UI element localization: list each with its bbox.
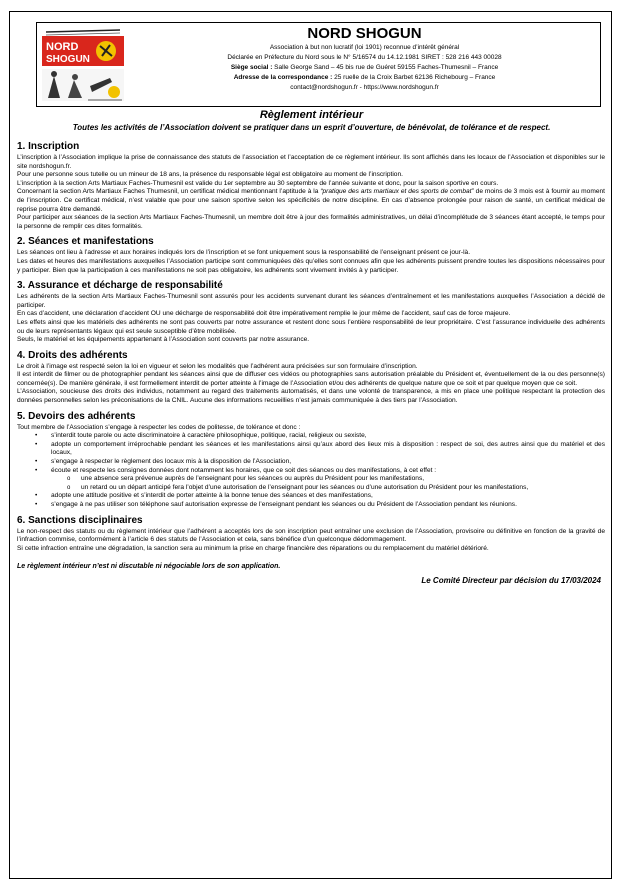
sub-list <box>51 475 605 492</box>
section-title: 4. Droits des adhérents <box>17 349 128 361</box>
section-devoirs <box>17 410 605 510</box>
paragraph: L’inscription à l’Association implique la prise de connaissance des statuts de l’association et l’acceptation de ce règlement intérieur. Ils sont affichés dans les locaux de l’Association et disponibles sur le site nordshogun.fr. <box>17 154 605 170</box>
section-assurance <box>17 279 605 345</box>
duties-list <box>17 432 605 509</box>
section-seances <box>17 235 605 275</box>
section-droits <box>17 349 605 406</box>
document-body <box>17 136 605 585</box>
section-title: 3. Assurance et décharge de responsabilité <box>17 280 223 292</box>
association-logo <box>40 26 126 103</box>
svg-text:SHOGUN: SHOGUN <box>46 54 90 65</box>
document-subtitle: Toutes les activités de l’Association doivent se pratiquer dans un esprit d’ouverture, de bénévolat, de tolérance et de respect. <box>72 123 551 132</box>
list-item: • adopte un comportement irréprochable pendant les séances et les manifestations ainsi qu’aux abord des lieux mis à disposition : respect de soi, des autres ainsi que du matériel et des locaux, <box>51 441 605 458</box>
org-mail-address: Adresse de la correspondance : 25 ruelle de la Croix Barbet 62136 Richebourg – France <box>233 74 496 81</box>
list-item: • s’engage à ne pas utiliser son téléphone sauf autorisation expresse de l’enseignant pendant les séances ou du Président de l’Association pendant les réunions. <box>51 501 605 510</box>
paragraph: L’inscription à la section Arts Martiaux Faches-Thumesnil est valide du 1er septembre au 30 septembre de l’année suivante et donc, pour la saison sportive en cours. <box>17 179 499 187</box>
paragraph: Tout membre de l’Association s’engage à respecter les codes de politesse, de tolérance et donc : <box>17 423 301 431</box>
paragraph: Concernant la section Arts Martiaux Faches Thumesnil, un certificat médical mentionnant l’aptitude à la “pratique des arts martiaux et des sports de combat” de moins de 3 mois est à fournir au moment de l’inscription. Ce certificat médical, n’est valable que pour une saison sportive selon les spécificités de notre discipline. En cas d’absence prolongée pour raison de santé, un certificat médical de reprise pourra être demandé. <box>17 188 605 213</box>
document-title: Règlement intérieur <box>259 109 364 121</box>
org-contact: contact@nordshogun.fr - https://www.nordshogun.fr <box>290 84 439 91</box>
section-title: 1. Inscription <box>17 141 80 152</box>
org-head-office: Siège social : Salle George Sand – 45 bis rue de Guéret 59155 Faches-Thumesnil – France <box>230 64 499 71</box>
list-item: • s’interdit toute parole ou acte discriminatoire à caractère philosophique, politique, racial, religieux ou sexiste, <box>51 432 605 441</box>
section-title: 6. Sanctions disciplinaires <box>17 514 143 526</box>
paragraph: Les adhérents de la section Arts Martiaux Faches-Thumesnil sont assurés pour les accidents survenant durant les séances d’entraînement et les manifestations auxquelles l’Association a décidé de participer. <box>17 293 605 309</box>
paragraph: Le non-respect des statuts ou du règlement intérieur que l’adhérent a acceptés lors de son inscription peut entraîner une exclusion de l’Association, provisoire ou définitive en fonction de la gravité de l’infraction commise, conformément à l’article 6 des statuts de l’Association et cela, sans bénéfice d’un quelconque dédommagement. <box>17 527 605 544</box>
letterhead <box>36 22 601 107</box>
section-title: 2. Séances et manifestations <box>17 236 154 248</box>
paragraph: En cas d’accident, une déclaration d’accident OU une décharge de responsabilité doit être impérativement remplie le jour même de l’accident, sauf cas de force majeure. <box>17 310 511 318</box>
list-item: • écoute et respecte les consignes données dont notamment les horaires, que ce soit des séances ou des manifestations, à cet effet : o une absence sera prévenue auprès de l’enseignant pour les séances ou auprès du Président pour les manifestations, o un retard ou un départ anticipé fera l’objet d’une autorisation de l’enseignant pour les séances ou d’une autorisation du Président pour les manifestations, <box>51 467 605 493</box>
paragraph: Seuls, le matériel et les équipements appartenant à l’Association sont couverts par notre assurance. <box>17 336 310 344</box>
closing-statement: Le règlement intérieur n’est ni discutable ni négociable lors de son application. <box>17 563 281 571</box>
org-info <box>132 25 597 93</box>
paragraph: Pour une personne sous tutelle ou un mineur de 18 ans, la présence du responsable légal est obligatoire au moment de l’inscription. <box>17 171 403 179</box>
list-item: • adopte une attitude positive et s’interdit de porter atteinte à la bonne tenue des séances et des manifestations, <box>51 492 605 501</box>
list-item: • s’engage à respecter le règlement des locaux mis à la disposition de l’Association, <box>51 458 605 467</box>
org-registration: Déclarée en Préfecture du Nord sous le N° 5/16574 du 14.12.1981 SIRET : 528 216 443 00028 <box>227 54 502 61</box>
paragraph: Pour participer aux séances de la section Arts Martiaux Faches-Thumesnil, un membre doit être à jour des formalités administratives, un délai d’incomplétude de 3 séances étant accepté, le temps pour la personne de remplir ces dites formalités. <box>17 214 605 230</box>
org-name: NORD SHOGUN <box>307 25 422 42</box>
paragraph: Les séances ont lieu à l’adresse et aux horaires indiqués lors de l’inscription et se font uniquement sous la responsabilité de l’enseignant présent ce jour-là. <box>17 249 471 257</box>
org-legal-status: Association à but non lucratif (loi 1901) reconnue d’intérêt général <box>269 44 460 51</box>
paragraph: Si cette infraction entraîne une dégradation, la sanction sera au minimum la prise en charge financière des réparations ou du remplacement du matériel détérioré. <box>17 544 489 552</box>
sub-list-item: o un retard ou un départ anticipé fera l’objet d’une autorisation de l’enseignant pour les séances ou d’une autorisation du Président pour les manifestations, <box>81 484 605 493</box>
section-title: 5. Devoirs des adhérents <box>17 410 136 422</box>
sub-list-item: o une absence sera prévenue auprès de l’enseignant pour les séances ou auprès du Président pour les manifestations, <box>81 475 605 484</box>
paragraph: Les dates et heures des manifestations auxquelles l’Association participe sont communiquées dès qu’elles sont connues afin que les adhérents puissent prendre toutes les dispositions nécessaires pour y participer. Bien que la participation à ces manifestations ne soit pas obligatoire, les adhérents sont vivement invités à y participer. <box>17 257 605 274</box>
signature-line: Le Comité Directeur par décision du 17/03/2024 <box>421 576 601 586</box>
svg-text:NORD: NORD <box>46 41 79 53</box>
section-inscription <box>17 140 605 231</box>
paragraph: Le droit à l’image est respecté selon la loi en vigueur et selon les modalités que l’adhérent aura précisées sur son formulaire d’inscription. <box>17 362 418 370</box>
paragraph: L’Association, soucieuse des droits des individus, notamment au regard des traitements automatisés, et dans une volonté de transparence, a mis en place une politique respectant la protection des données personnelles selon les préconisations de la CNIL. Aucune des informations recueillies n’est jamais communiquée à des tiers par l’Association. <box>17 388 605 405</box>
document-page <box>9 11 612 879</box>
paragraph: Il est interdit de filmer ou de photographier pendant les séances ainsi que de diffuser ces vidéos ou photographies sans autorisation préalable du Président et, éventuellement de la ou des personne(s) concernée(s). De manière générale, il est formellement interdit de porter atteinte à l’image de l’Association et/ou des adhérents de quelque nature que ce soit et par quelque moyen que ce soit. <box>17 371 605 387</box>
section-sanctions <box>17 514 605 554</box>
paragraph: Les effets ainsi que les matériels des adhérents ne sont pas couverts par notre assurance et restent donc sous l’entière responsabilité de leur propriétaire. C’est l’assurance individuelle des adhérents ou de leurs représentants légaux qui est seule susceptible d’être mobilisée. <box>17 318 605 335</box>
